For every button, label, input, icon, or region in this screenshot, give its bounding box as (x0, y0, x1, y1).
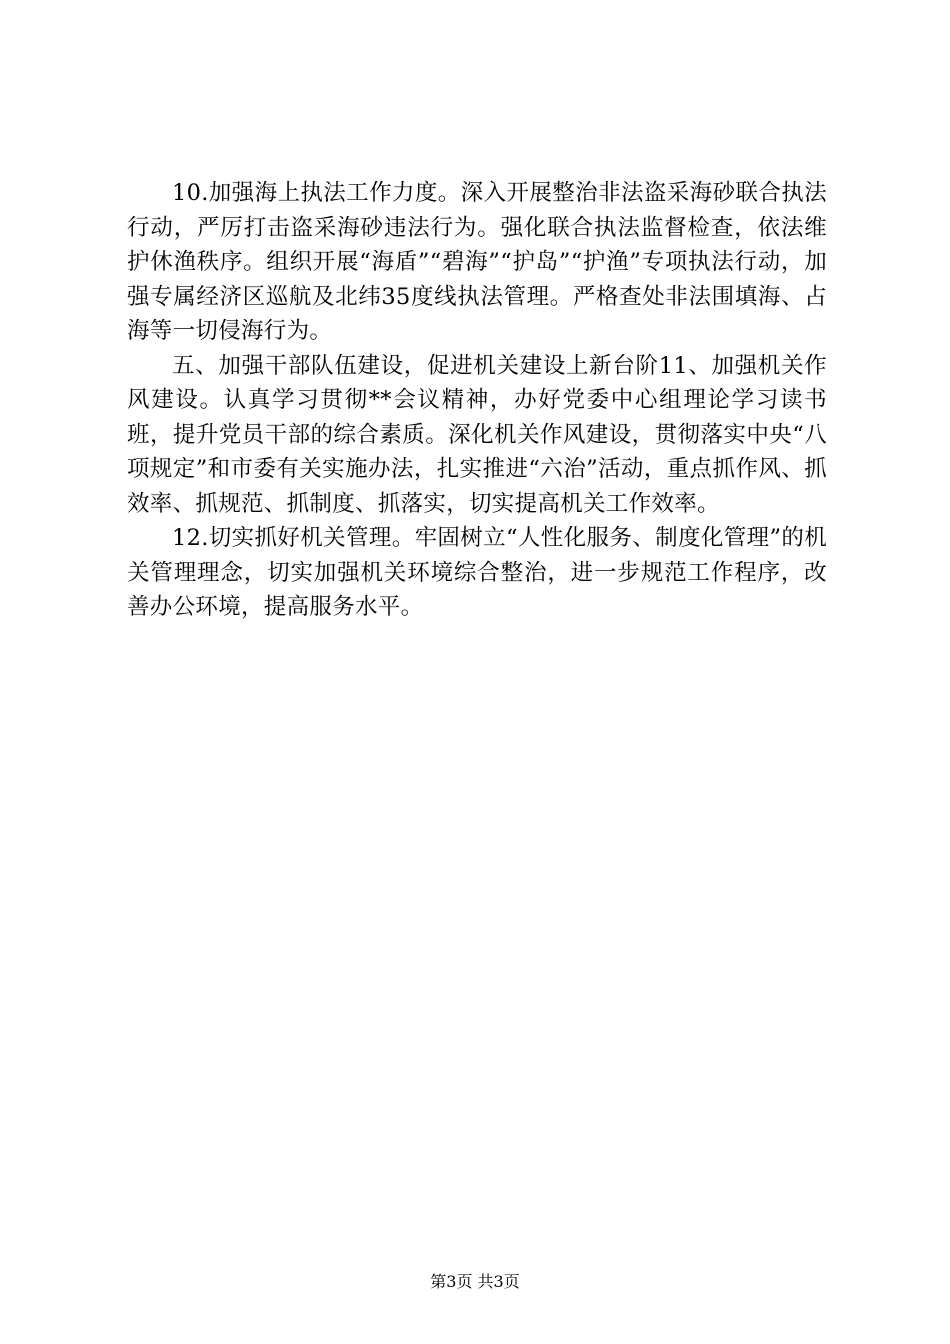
page-footer (0, 1272, 950, 1292)
page-number: 第3页 共3页 (430, 1272, 520, 1291)
paragraph-office-management: 12.切实抓好机关管理。牢固树立“人性化服务、制度化管理”的机关管理理念，切实加强机关环境综合整治，进一步规范工作程序，改善办公环境，提高服务水平。 (127, 525, 827, 620)
document-body (127, 176, 827, 625)
paragraph-cadre-team-building: 五、加强干部队伍建设，促进机关建设上新台阶11、加强机关作风建设。认真学习贯彻**会议精神，办好党委中心组理论学习读书班，提升党员干部的综合素质。深化机关作风建设，贯彻落实中央“八项规定”和市委有关实施办法，扎实推进“六治”活动，重点抓作风、抓效率、抓规范、抓制度、抓落实，切实提高机关工作效率。 (127, 352, 827, 517)
paragraph-law-enforcement: 10.加强海上执法工作力度。深入开展整治非法盗采海砂联合执法行动，严厉打击盗采海砂违法行为。强化联合执法监督检查，依法维护休渔秩序。组织开展“海盾”“碧海”“护岛”“护渔”专项执法行动，加强专属经济区巡航及北纬35度线执法管理。严格查处非法围填海、占海等一切侵海行为。 (127, 180, 827, 344)
